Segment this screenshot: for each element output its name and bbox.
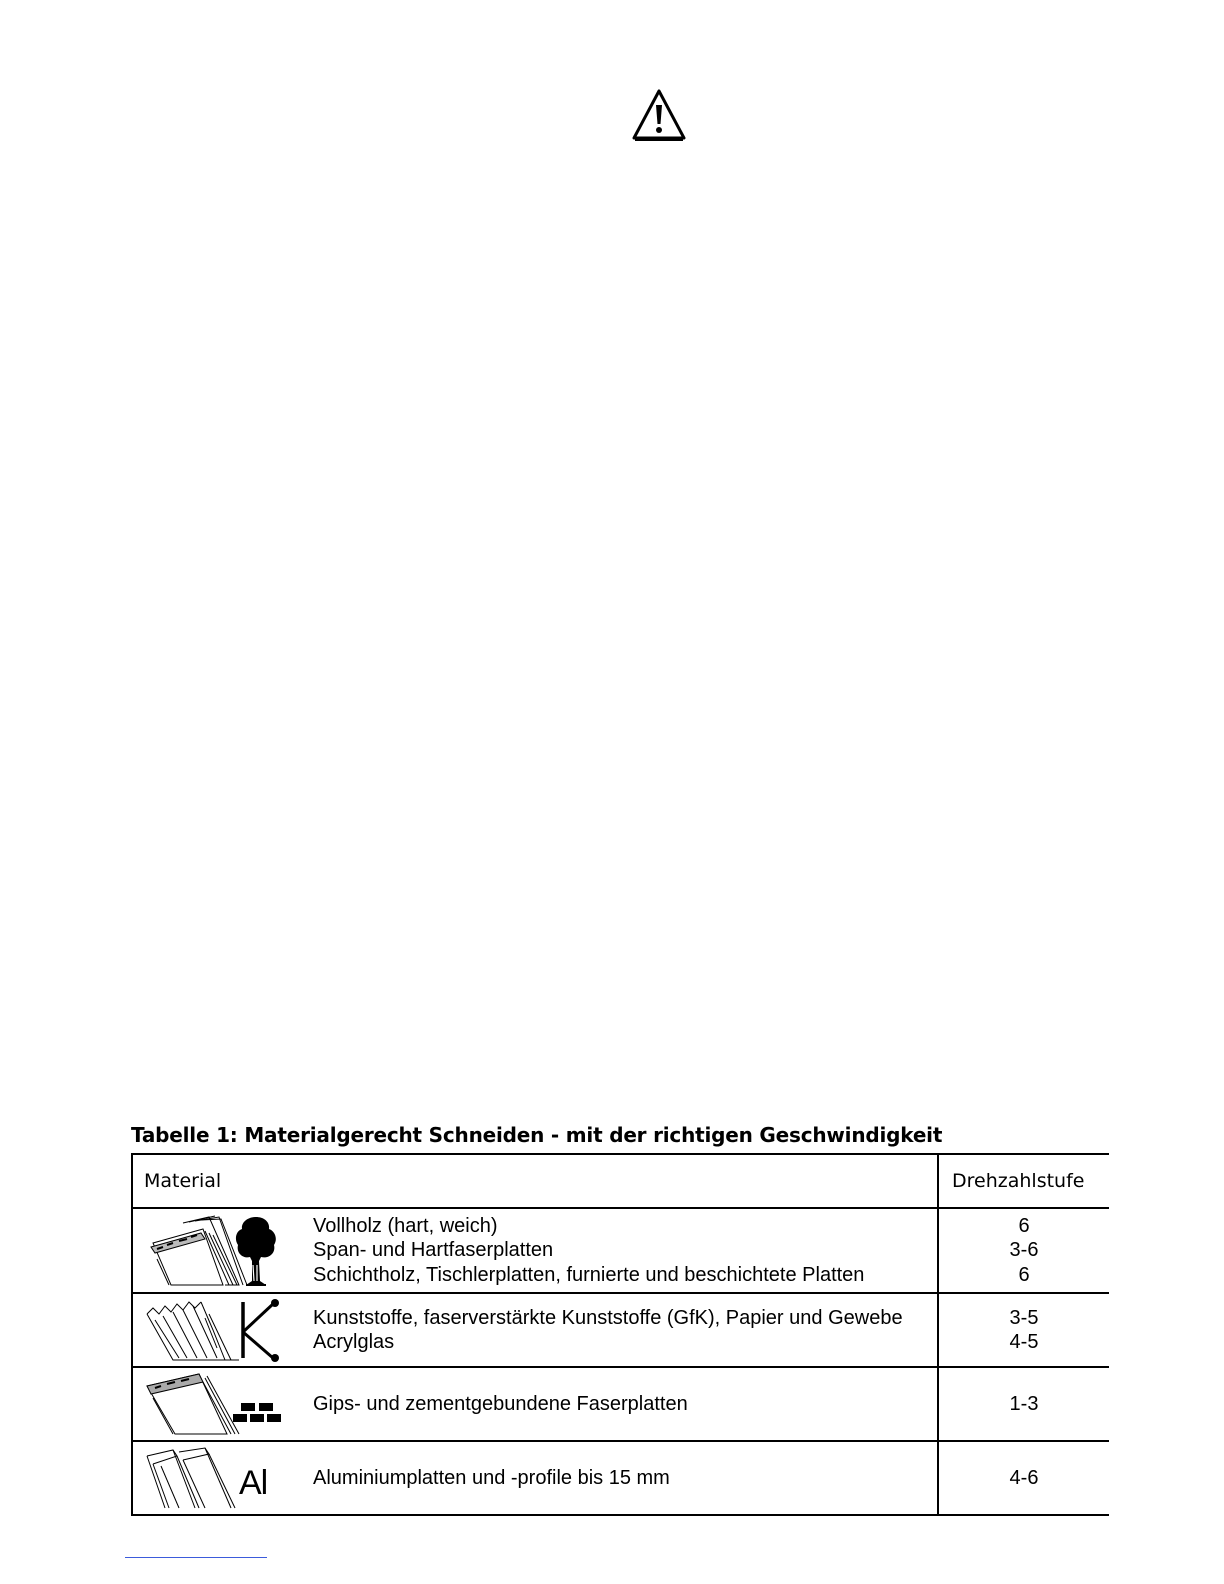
material-cell (132, 1208, 938, 1293)
speed-cell (938, 1441, 1109, 1515)
speed-value: 1-3 (1009, 1392, 1039, 1415)
speed-value: 6 (1018, 1263, 1030, 1286)
table-row (132, 1293, 1109, 1367)
material-cell (132, 1293, 938, 1367)
material-column-header: Material (132, 1154, 938, 1208)
material-name: Kunststoffe, faserverstärkte Kunststoffe (GfK), Papier und Gewebe (313, 1306, 903, 1329)
material-name: Gips- und zementgebundene Faserplatten (313, 1392, 688, 1415)
material-name: Span- und Hartfaserplatten (313, 1239, 554, 1262)
speed-column-header: Drehzahlstufe (938, 1154, 1109, 1208)
material-name: Acrylglas (313, 1331, 395, 1353)
speed-value: 4-5 (1009, 1331, 1039, 1353)
table-row (132, 1441, 1109, 1515)
material-cell (132, 1441, 938, 1515)
speed-value: 6 (1018, 1214, 1030, 1237)
table-title: Tabelle 1: Materialgerecht Schneiden - mit der richtigen Geschwindigkeit (131, 1123, 943, 1147)
material-speed-table (131, 1153, 1109, 1516)
gypsum-material-illustration (133, 1372, 303, 1436)
tree-icon (233, 1215, 279, 1287)
speed-value: 3-5 (1009, 1306, 1039, 1329)
table-header-row (132, 1154, 1109, 1208)
speed-cell (938, 1208, 1109, 1293)
aluminium-material-illustration (133, 1446, 303, 1510)
footnote-separator-line (125, 1557, 267, 1558)
aluminium-icon-label: Al (239, 1463, 268, 1502)
table-row (132, 1208, 1109, 1293)
warning-triangle-icon (631, 88, 687, 142)
material-cell (132, 1367, 938, 1441)
table-row (132, 1367, 1109, 1441)
material-name: Schichtholz, Tischlerplatten, furnierte und beschichtete Platten (313, 1263, 865, 1286)
material-name: Vollholz (hart, weich) (313, 1214, 498, 1237)
k-plastic-icon (237, 1298, 283, 1362)
plastic-material-illustration (133, 1298, 303, 1362)
speed-cell (938, 1293, 1109, 1367)
speed-value: 4-6 (1009, 1466, 1039, 1489)
speed-value: 3-6 (1009, 1239, 1039, 1262)
brick-icon (231, 1399, 285, 1429)
aluminium-profile-icon (143, 1446, 293, 1510)
material-name: Aluminiumplatten und -profile bis 15 mm (313, 1466, 670, 1489)
speed-cell (938, 1367, 1109, 1441)
wood-material-illustration (133, 1215, 303, 1287)
